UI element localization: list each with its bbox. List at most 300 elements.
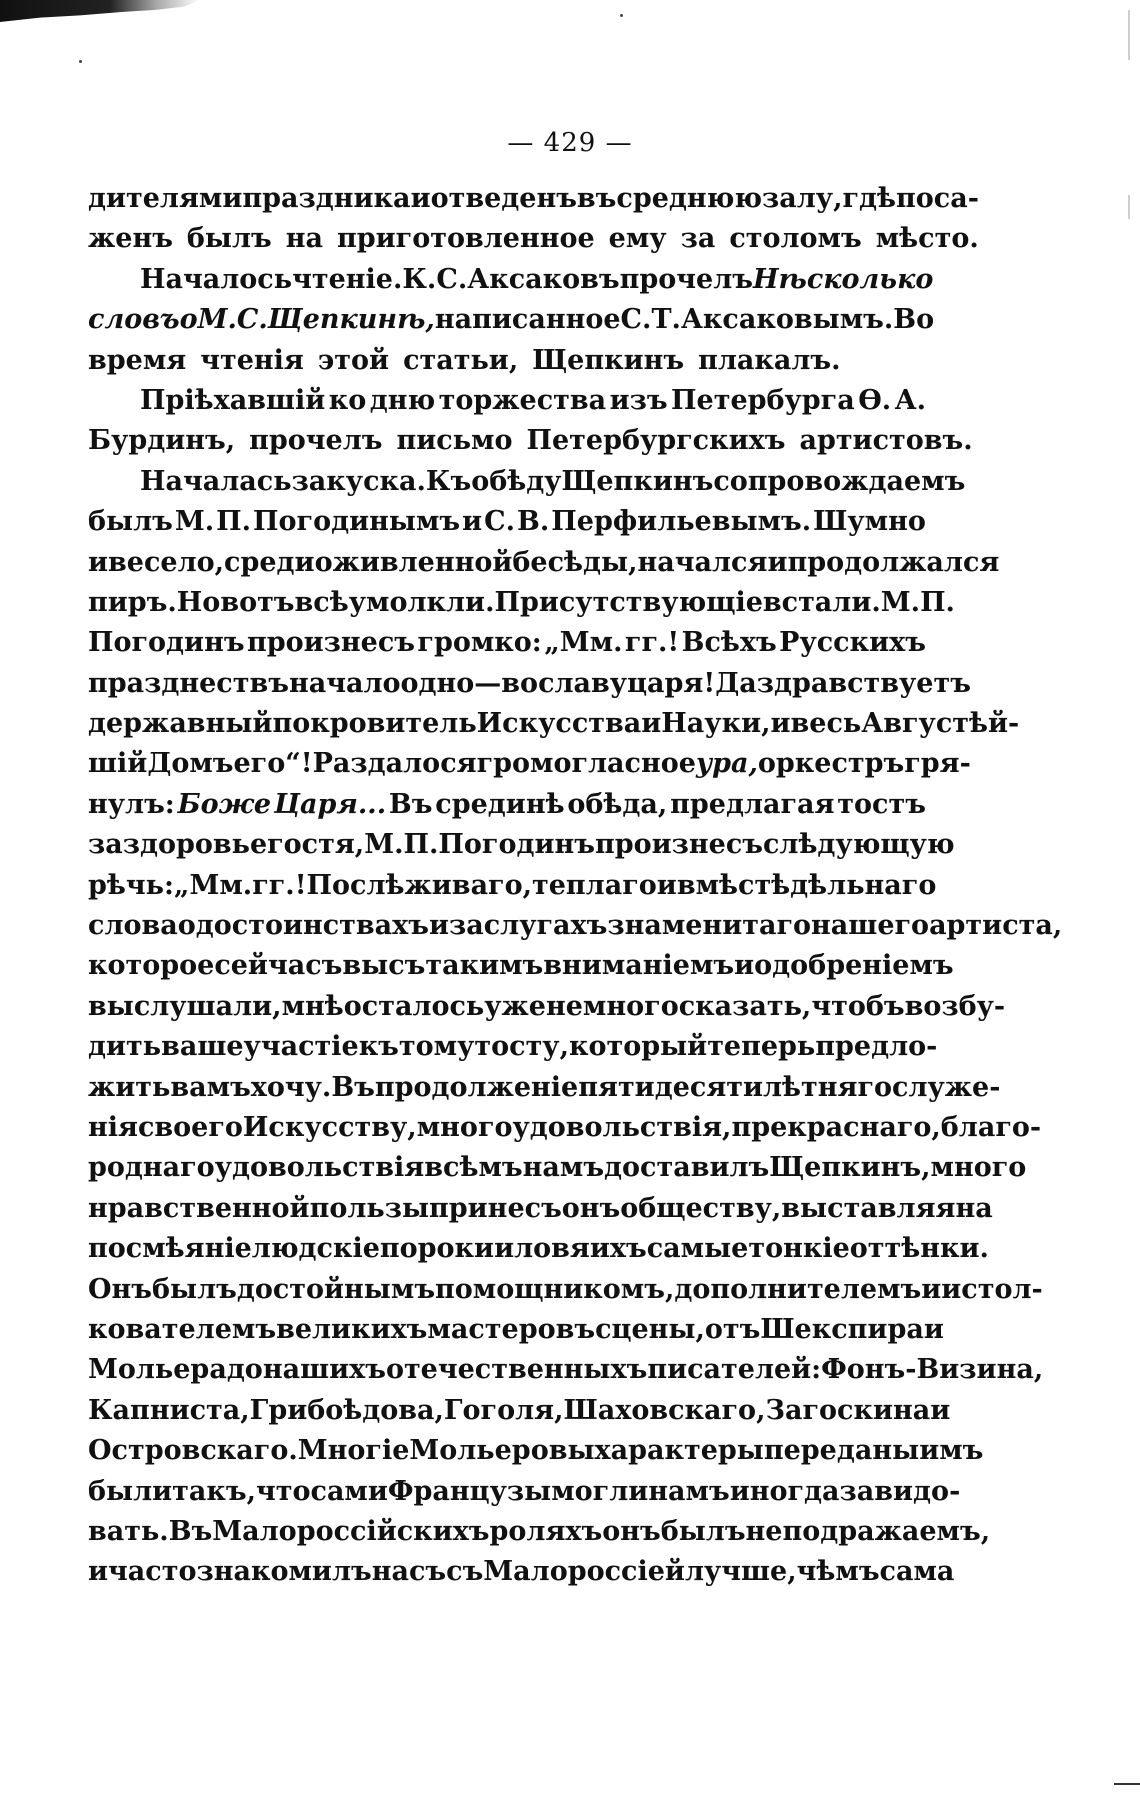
word: среди bbox=[224, 546, 315, 578]
word: М. bbox=[364, 829, 404, 861]
word: Т. bbox=[651, 304, 681, 336]
scan-speck bbox=[79, 60, 82, 63]
text-line bbox=[88, 910, 1063, 950]
text-line bbox=[88, 1152, 1027, 1192]
word: ему bbox=[608, 223, 667, 255]
word: Щепкинъ bbox=[561, 465, 714, 497]
word: вниманіемъ bbox=[543, 950, 735, 982]
word: гг.! bbox=[624, 627, 680, 659]
text-line bbox=[88, 183, 979, 223]
word: мнѣ bbox=[281, 990, 344, 1022]
word: Капниста, bbox=[88, 1394, 250, 1426]
word: среднюю bbox=[616, 183, 763, 214]
word: вотъ bbox=[220, 586, 295, 618]
word: благо- bbox=[940, 1111, 1042, 1143]
word: прочелъ bbox=[619, 263, 753, 295]
word: оживленной bbox=[314, 546, 513, 578]
word: Фонъ-Визина, bbox=[821, 1354, 1044, 1386]
word: встали. bbox=[762, 586, 881, 618]
word: Гоголя, bbox=[443, 1394, 564, 1426]
word: кователемъ bbox=[88, 1313, 277, 1345]
word: слова bbox=[88, 910, 178, 942]
text-line bbox=[88, 1354, 1044, 1394]
word: Бурдинъ, bbox=[88, 425, 236, 457]
word: былъ bbox=[152, 1273, 237, 1305]
word: во bbox=[501, 667, 539, 699]
word: и bbox=[734, 950, 755, 982]
scan-edge-mark bbox=[1114, 1783, 1140, 1785]
word: теплаго bbox=[532, 869, 657, 901]
text-line bbox=[88, 1515, 991, 1556]
text-line bbox=[88, 425, 973, 465]
word: гостя, bbox=[267, 829, 365, 861]
word: громко: bbox=[417, 627, 542, 659]
word: вы bbox=[342, 950, 389, 982]
word: Погодинъ bbox=[88, 627, 245, 659]
word: нашихъ bbox=[262, 1354, 386, 1386]
scan-artifact-top bbox=[0, 0, 200, 22]
word: гг.! bbox=[252, 869, 307, 901]
word: Мольера bbox=[88, 1354, 227, 1386]
word: оттѣнки. bbox=[849, 1233, 989, 1265]
word: начался bbox=[637, 546, 768, 578]
word: и bbox=[462, 506, 483, 538]
word: предло- bbox=[815, 1031, 938, 1063]
word: поса- bbox=[896, 183, 979, 214]
word: П. bbox=[403, 829, 439, 861]
word: людскіе bbox=[251, 1233, 380, 1265]
word: сцены, bbox=[595, 1313, 705, 1345]
word: писателей: bbox=[647, 1354, 822, 1386]
word: обѣда, bbox=[567, 788, 668, 820]
word: дѣльнаго bbox=[790, 869, 937, 901]
word: удовольствія bbox=[214, 1152, 425, 1184]
word: много bbox=[416, 1111, 513, 1143]
word: одно bbox=[400, 667, 475, 699]
word: этой bbox=[317, 344, 390, 376]
word: такъ, bbox=[172, 1475, 256, 1507]
word: отечественныхъ bbox=[385, 1354, 648, 1386]
word: такимъ bbox=[425, 950, 544, 982]
word: шій bbox=[88, 748, 148, 780]
text-line bbox=[88, 990, 1006, 1031]
text-line bbox=[88, 1394, 951, 1435]
word: произнесъ bbox=[594, 829, 763, 861]
word: время bbox=[88, 344, 187, 376]
word: Перфильевымъ. bbox=[551, 506, 812, 538]
word: всѣ bbox=[294, 586, 349, 618]
word: онъ bbox=[561, 1192, 621, 1224]
body-text bbox=[88, 183, 1063, 1597]
word: ура, bbox=[695, 748, 758, 780]
word: Въ bbox=[168, 1515, 213, 1547]
word: тостъ bbox=[837, 788, 926, 820]
text-line bbox=[88, 667, 971, 708]
word: до bbox=[226, 1354, 263, 1386]
word: имъ bbox=[919, 1435, 984, 1467]
word: теперь bbox=[707, 1031, 816, 1063]
word: чѣмъ bbox=[796, 1556, 880, 1588]
word: Грибоѣдова, bbox=[249, 1394, 444, 1426]
word: Во bbox=[893, 304, 935, 336]
word: и bbox=[428, 910, 450, 942]
word: тонкіе bbox=[748, 1233, 850, 1265]
word: П. bbox=[216, 506, 252, 538]
word: заслугахъ bbox=[449, 910, 608, 942]
word: С. bbox=[436, 263, 468, 295]
word: Малороссійскихъ bbox=[212, 1515, 490, 1547]
word: мѣсто. bbox=[875, 223, 979, 255]
text-line bbox=[88, 465, 966, 506]
text-line bbox=[88, 1475, 961, 1516]
word: слѣдующую bbox=[762, 829, 955, 861]
word: Аксаковымъ. bbox=[680, 304, 894, 336]
word: былъ bbox=[660, 1515, 746, 1547]
word: и bbox=[921, 1273, 942, 1305]
word: царя! bbox=[627, 667, 716, 699]
scan-edge-line bbox=[1128, 195, 1130, 219]
word: который bbox=[568, 1031, 708, 1063]
word: часто bbox=[108, 1556, 197, 1588]
word: С. bbox=[236, 304, 268, 336]
word: произнесъ bbox=[246, 627, 415, 659]
word: празднествъ bbox=[88, 667, 289, 699]
word: предлагая bbox=[670, 788, 835, 820]
word: и bbox=[88, 1556, 109, 1588]
text-line bbox=[88, 950, 954, 990]
scan-edge-line bbox=[1128, 10, 1130, 60]
word: достойнымъ bbox=[236, 1273, 436, 1305]
word: жить bbox=[88, 1071, 171, 1103]
word: Въ bbox=[388, 788, 433, 820]
word: пятидесятилѣтняго bbox=[578, 1071, 893, 1103]
word: Августѣй- bbox=[861, 708, 1020, 740]
word: за bbox=[88, 829, 123, 861]
word: хочу. bbox=[250, 1071, 332, 1103]
text-line bbox=[88, 829, 955, 869]
word: на bbox=[285, 223, 324, 255]
word: „Мм. bbox=[173, 869, 253, 901]
word: переданы bbox=[763, 1435, 920, 1467]
text-line bbox=[88, 546, 1000, 587]
word: всѣмъ bbox=[424, 1152, 523, 1184]
word: былъ bbox=[186, 223, 272, 255]
word: С. bbox=[484, 506, 516, 538]
word: помощникомъ, bbox=[435, 1273, 675, 1305]
word: дню bbox=[369, 384, 436, 416]
word: статьи, bbox=[403, 344, 519, 376]
word: могли bbox=[551, 1475, 649, 1507]
word: вмѣстѣ bbox=[676, 869, 791, 901]
word: чтеніе. bbox=[292, 263, 403, 295]
text-line bbox=[88, 1313, 944, 1354]
text-line bbox=[88, 708, 1020, 748]
word: роляхъ bbox=[489, 1515, 603, 1547]
word: живаго, bbox=[404, 869, 533, 901]
word: нравственной bbox=[88, 1192, 310, 1224]
text-line bbox=[88, 263, 934, 304]
text-line bbox=[88, 1556, 955, 1596]
word: артистовъ. bbox=[799, 425, 973, 457]
word: — bbox=[474, 667, 502, 699]
word: Къ bbox=[425, 465, 472, 497]
word: В. bbox=[517, 506, 550, 538]
word: Онъ bbox=[88, 1273, 152, 1305]
word: съ bbox=[388, 950, 426, 982]
word: Щепкинъ bbox=[532, 344, 685, 376]
word: торжества bbox=[438, 384, 607, 416]
word: мастеровъ bbox=[427, 1313, 596, 1345]
text-line bbox=[88, 345, 926, 385]
word: Ѳ. bbox=[858, 384, 892, 416]
text-line bbox=[88, 223, 979, 263]
word: ловя bbox=[514, 1233, 590, 1265]
word: Шумно bbox=[813, 506, 926, 538]
word: чтобъ bbox=[811, 990, 905, 1022]
word: Да bbox=[715, 667, 757, 699]
text-line bbox=[88, 1071, 1001, 1112]
text-line bbox=[88, 789, 926, 829]
word: Раздалося bbox=[312, 748, 477, 780]
word: славу bbox=[538, 667, 628, 699]
word: сопровождаемъ bbox=[713, 465, 966, 497]
word: лучше, bbox=[684, 1556, 797, 1588]
word: намъ bbox=[522, 1152, 605, 1184]
word: письмо bbox=[396, 425, 513, 457]
word: Въ bbox=[331, 1071, 375, 1103]
word: умолкли. bbox=[348, 586, 495, 618]
word: словъ bbox=[88, 304, 180, 336]
word: къ bbox=[358, 1031, 399, 1063]
word: Многіе bbox=[297, 1435, 410, 1467]
word: прекраснаго, bbox=[731, 1111, 941, 1143]
word: за bbox=[680, 223, 716, 255]
word: державный bbox=[88, 708, 273, 740]
word: великихъ bbox=[276, 1313, 428, 1345]
word: и bbox=[923, 1313, 944, 1345]
word: Мольеровы bbox=[409, 1435, 595, 1467]
word: и bbox=[656, 869, 677, 901]
word: оркестръ bbox=[757, 748, 905, 780]
text-line bbox=[88, 385, 926, 425]
word: Искусству, bbox=[242, 1111, 417, 1143]
word: чтенія bbox=[200, 344, 304, 376]
word: роднаго bbox=[88, 1152, 215, 1184]
word: съ bbox=[446, 1556, 484, 1588]
text-line bbox=[88, 1273, 1043, 1314]
word: осталось bbox=[343, 990, 485, 1022]
text-line bbox=[88, 1192, 993, 1233]
word: и bbox=[494, 1233, 515, 1265]
word: которое bbox=[88, 950, 215, 982]
word: и bbox=[930, 1394, 951, 1426]
text-line bbox=[88, 869, 937, 910]
word: Боже bbox=[177, 788, 272, 820]
word: Нѣсколько bbox=[752, 263, 934, 295]
word: гдѣ bbox=[842, 183, 897, 214]
word: продолжался bbox=[787, 546, 1000, 578]
word: Островскаго. bbox=[88, 1435, 298, 1467]
word: изъ bbox=[609, 384, 668, 416]
word: отведенъ bbox=[430, 183, 577, 214]
word: пиръ. bbox=[88, 586, 177, 618]
word: насъ bbox=[371, 1556, 447, 1588]
word: здравствуетъ bbox=[756, 667, 971, 699]
word: возбу- bbox=[904, 990, 1006, 1022]
word: удовольствія, bbox=[512, 1111, 732, 1143]
word: Всѣхъ bbox=[681, 627, 777, 659]
word: о bbox=[177, 910, 196, 942]
word: сами bbox=[310, 1475, 388, 1507]
word: Началась bbox=[140, 465, 292, 497]
word: Шаховскаго, bbox=[563, 1394, 766, 1426]
word: служе- bbox=[892, 1071, 1001, 1103]
word: былъ bbox=[88, 506, 173, 538]
word: прочелъ bbox=[249, 425, 383, 457]
word: М. bbox=[880, 586, 921, 618]
word: Малороссіей bbox=[483, 1556, 685, 1588]
word: пользы bbox=[309, 1192, 430, 1224]
word: артиста, bbox=[929, 910, 1063, 942]
word: доставилъ bbox=[604, 1152, 770, 1184]
word: обществу, bbox=[620, 1192, 782, 1224]
word: достоинствахъ bbox=[195, 910, 429, 942]
text-line bbox=[88, 304, 935, 344]
word: дить bbox=[88, 1031, 162, 1063]
word: о bbox=[179, 304, 198, 336]
word: намъ bbox=[648, 1475, 730, 1507]
word: Аксаковъ bbox=[467, 263, 620, 295]
word: А. bbox=[894, 384, 926, 416]
word: дополнителемъ bbox=[674, 1273, 922, 1305]
word: и bbox=[88, 546, 109, 578]
word: С. bbox=[620, 304, 652, 336]
word: ко bbox=[328, 384, 367, 416]
text-line bbox=[88, 748, 971, 788]
word: здоровье bbox=[122, 829, 268, 861]
word: рѣчь: bbox=[88, 869, 174, 901]
word: женъ bbox=[88, 223, 173, 255]
word: Французы bbox=[387, 1475, 552, 1507]
word: тосту, bbox=[474, 1031, 569, 1063]
text-line bbox=[88, 627, 926, 667]
word: написанное bbox=[434, 304, 621, 336]
word: нулъ: bbox=[88, 788, 175, 820]
word: приготовленное bbox=[337, 223, 595, 255]
word: Началось bbox=[140, 263, 293, 295]
word: М. bbox=[197, 304, 237, 336]
word: Петербурга bbox=[671, 384, 855, 416]
word: вамъ bbox=[170, 1071, 251, 1103]
word: тому bbox=[398, 1031, 475, 1063]
word: и bbox=[641, 708, 662, 740]
word: знакомилъ bbox=[196, 1556, 372, 1588]
word: немного bbox=[545, 990, 679, 1022]
word: знаменитаго bbox=[607, 910, 812, 942]
word: ихъ bbox=[589, 1233, 647, 1265]
word: Но bbox=[176, 586, 221, 618]
text-line bbox=[88, 586, 955, 627]
word: обѣду bbox=[471, 465, 562, 497]
word: залу, bbox=[762, 183, 843, 214]
word: Царя... bbox=[273, 788, 387, 820]
word: Щепкинъ, bbox=[769, 1152, 931, 1184]
word: пороки bbox=[379, 1233, 495, 1265]
word: и bbox=[770, 708, 791, 740]
word: своего bbox=[137, 1111, 243, 1143]
word: что bbox=[255, 1475, 311, 1507]
word: „Мм. bbox=[544, 627, 623, 659]
word: нашего bbox=[811, 910, 930, 942]
word: столомъ bbox=[729, 223, 862, 255]
word: Искусства bbox=[476, 708, 642, 740]
word: Шекспира bbox=[760, 1313, 924, 1345]
word: К. bbox=[402, 263, 437, 295]
text-line bbox=[88, 1435, 984, 1475]
word: неподражаемъ, bbox=[745, 1515, 991, 1547]
word: и bbox=[767, 546, 788, 578]
word: отъ bbox=[704, 1313, 761, 1345]
word: Загоскина bbox=[765, 1394, 931, 1426]
word: Домъ bbox=[147, 748, 234, 780]
word: самые bbox=[646, 1233, 749, 1265]
word: Пріѣхавшій bbox=[140, 384, 326, 416]
word: покровитель bbox=[272, 708, 477, 740]
word: въ bbox=[576, 183, 617, 214]
word: дителями bbox=[88, 183, 243, 214]
word: П. bbox=[920, 586, 955, 618]
word: принесъ bbox=[429, 1192, 562, 1224]
word: участіе bbox=[243, 1031, 359, 1063]
word: весело, bbox=[108, 546, 225, 578]
word: много bbox=[930, 1152, 1027, 1184]
word: выслушали, bbox=[88, 990, 282, 1022]
word: сказать, bbox=[678, 990, 812, 1022]
word: уже bbox=[484, 990, 546, 1022]
word: Погодинымъ bbox=[253, 506, 461, 538]
word: посмѣяніе bbox=[88, 1233, 252, 1265]
word: сама bbox=[879, 1556, 955, 1588]
word: онъ bbox=[602, 1515, 661, 1547]
page-number: — 429 — bbox=[507, 128, 633, 158]
word: М. bbox=[174, 506, 215, 538]
word: продолженіе bbox=[374, 1071, 579, 1103]
text-line bbox=[88, 1111, 1042, 1152]
word: сейчасъ bbox=[214, 950, 343, 982]
word: и bbox=[410, 183, 431, 214]
word: нія bbox=[88, 1111, 138, 1143]
word: громогласное bbox=[476, 748, 696, 780]
word: характеры bbox=[594, 1435, 764, 1467]
word: истол- bbox=[941, 1273, 1043, 1305]
word: начало bbox=[288, 667, 401, 699]
word: одобреніемъ bbox=[754, 950, 954, 982]
word: на bbox=[955, 1192, 993, 1224]
word: иногда bbox=[729, 1475, 840, 1507]
word: Науки, bbox=[661, 708, 771, 740]
word: выставляя bbox=[781, 1192, 956, 1224]
word: срединѣ bbox=[435, 788, 565, 820]
word: гря- bbox=[904, 748, 971, 780]
text-line bbox=[88, 1031, 938, 1071]
text-line bbox=[88, 506, 926, 546]
word: Русскихъ bbox=[779, 627, 926, 659]
scan-speck bbox=[620, 14, 623, 17]
text-line bbox=[88, 1233, 989, 1273]
word: плакалъ. bbox=[698, 344, 841, 376]
word: ваше bbox=[161, 1031, 244, 1063]
word: Послѣ bbox=[306, 869, 405, 901]
